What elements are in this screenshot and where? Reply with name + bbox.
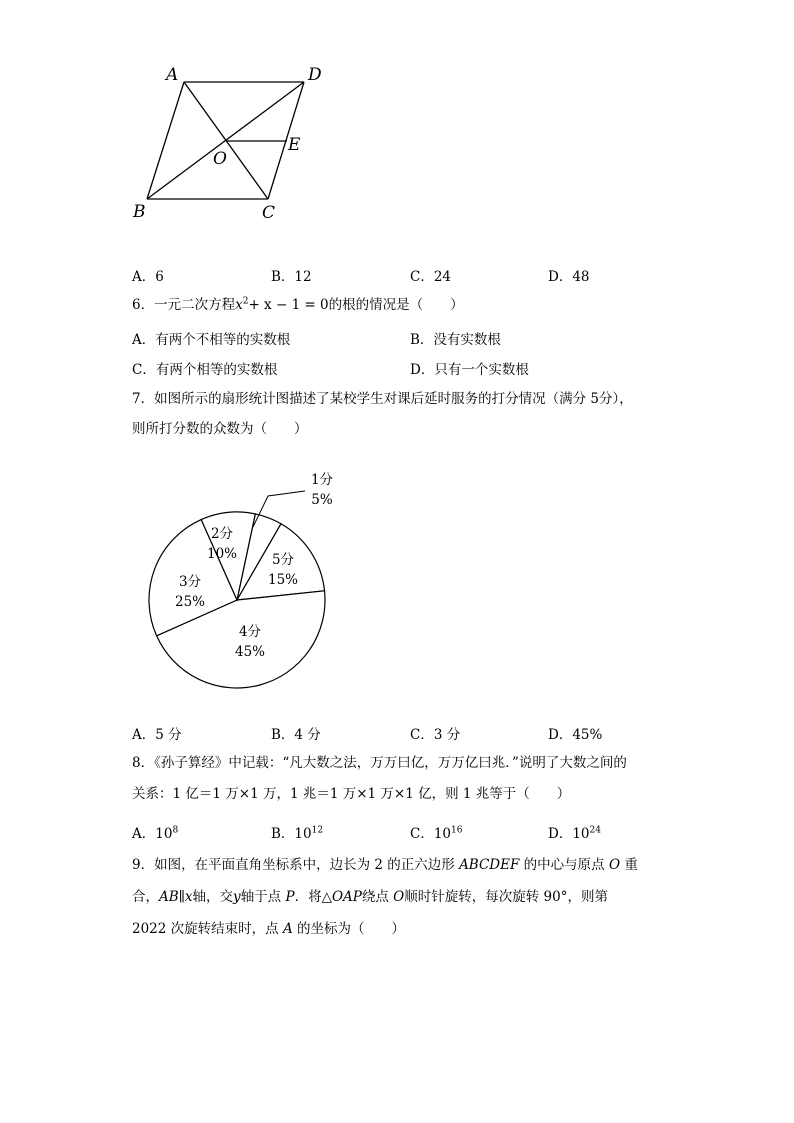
q6-option-b[interactable]: B．没有实数根 bbox=[410, 332, 501, 348]
q5-option-c[interactable]: C．24 bbox=[410, 269, 452, 285]
parallelogram-figure bbox=[0, 0, 794, 240]
q8-stem-line1: 8．《孙子算经》中记载：“凡大数之法，万万曰亿，万万亿曰兆．”说明了大数之间的 bbox=[132, 755, 627, 771]
pie-slice-label: 2分 bbox=[210, 526, 234, 542]
q7-option-b[interactable]: B．4 分 bbox=[271, 727, 321, 743]
q5-option-b[interactable]: B．12 bbox=[271, 269, 312, 285]
q5-option-d[interactable]: D．48 bbox=[548, 269, 590, 285]
pie-slice-label: 3分 bbox=[178, 574, 202, 590]
pie-slice-percent: 45% bbox=[234, 644, 266, 660]
q6-option-d[interactable]: D．只有一个实数根 bbox=[410, 362, 529, 378]
pie-chart bbox=[0, 460, 794, 700]
segment-ab bbox=[147, 82, 184, 199]
q5-option-a[interactable]: A．6 bbox=[132, 269, 164, 285]
q6-stem: 6．一元二次方程$x^2+ x - 1 = 0$的根的情况是（ ） bbox=[132, 296, 464, 313]
q7-option-d[interactable]: D．45% bbox=[548, 727, 603, 743]
q6-option-c[interactable]: C．有两个相等的实数根 bbox=[132, 362, 278, 378]
q7-option-a[interactable]: A．5 分 bbox=[132, 727, 182, 743]
pie-slice-label: 4分 bbox=[238, 624, 262, 640]
pie-slice-label: 5分 bbox=[271, 552, 295, 568]
q8-option-d[interactable]: D．$10^{24}$ bbox=[548, 825, 601, 842]
pie-slice-label: 1分 bbox=[310, 472, 334, 488]
q9-stem-line3: 2022 次旋转结束时，点 A 的坐标为（ ） bbox=[132, 921, 405, 937]
q8-stem-line2: 关系：1 亿＝1 万×1 万，1 兆＝1 万×1 万×1 亿，则 1 兆等于（ ） bbox=[132, 786, 571, 802]
q6-option-a[interactable]: A．有两个不相等的实数根 bbox=[132, 332, 291, 348]
pie-slice-percent: 15% bbox=[267, 572, 299, 588]
vertex-label-b: B bbox=[133, 202, 146, 222]
q7-stem-line2: 则所打分数的众数为（ ） bbox=[132, 421, 308, 437]
q7-option-c[interactable]: C．3 分 bbox=[410, 727, 461, 743]
vertex-label-a: A bbox=[166, 65, 179, 85]
q9-stem-line2: 合，AB∥x轴，交y轴于点 P．将△OAP绕点 O顺时针旋转，每次旋转 90°，则第 bbox=[132, 889, 608, 905]
pie-slice-percent: 25% bbox=[174, 594, 206, 610]
point-label-o: O bbox=[213, 149, 227, 169]
pie-slice-percent: 10% bbox=[206, 546, 238, 562]
q8-option-b[interactable]: B．$10^{12}$ bbox=[271, 825, 324, 842]
q8-option-a[interactable]: A．$10^8$ bbox=[132, 825, 179, 842]
point-label-e: E bbox=[288, 135, 301, 155]
q7-stem-line1: 7．如图所示的扇形统计图描述了某校学生对课后延时服务的打分情况（满分 5分）， bbox=[132, 391, 633, 407]
q9-stem-line1: 9．如图，在平面直角坐标系中，边长为 2 的正六边形 ABCDEF 的中心与原点 O 重 bbox=[132, 857, 638, 873]
vertex-label-c: C bbox=[262, 203, 276, 223]
pie-slice-percent: 5% bbox=[311, 492, 333, 508]
vertex-label-d: D bbox=[308, 65, 322, 85]
q8-option-c[interactable]: C．$10^{16}$ bbox=[410, 825, 463, 842]
